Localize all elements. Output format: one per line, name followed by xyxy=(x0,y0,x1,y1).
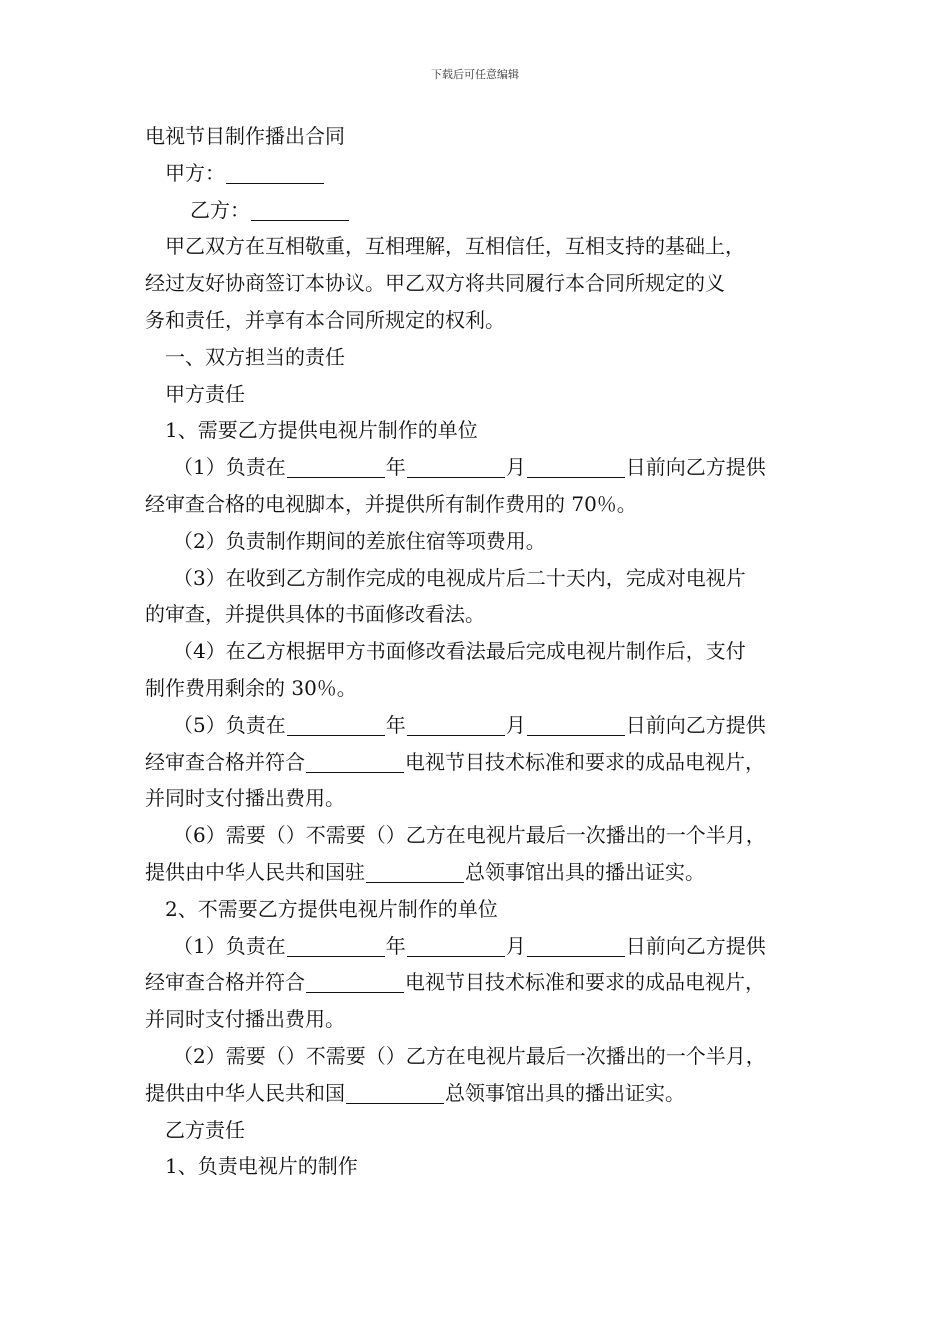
clause-item-cont: 并同时支付播出费用。 xyxy=(145,1007,345,1032)
item-text: 电视节目技术标准和要求的成品电视片， xyxy=(405,749,765,774)
section-heading: 一、双方担当的责任 xyxy=(165,344,345,369)
party-a-label: 甲方： xyxy=(165,160,225,185)
clause-item-cont: 经审查合格的电视脚本，并提供所有制作费用的 70％。 xyxy=(145,491,637,516)
item-text: （1）负责在 xyxy=(173,933,286,958)
clause-item: （2）需要（）不需要（）乙方在电视片最后一次播出的一个半月， xyxy=(173,1043,766,1068)
item-text: 电视节目技术标准和要求的成品电视片， xyxy=(405,970,765,995)
consulate-blank xyxy=(346,1081,444,1104)
clause-item-cont: 的审查，并提供具体的书面修改看法。 xyxy=(145,602,485,627)
contract-body xyxy=(145,118,825,1185)
page-header-note: 下载后可任意编辑 xyxy=(431,68,519,81)
subsection-heading: 甲方责任 xyxy=(165,381,245,406)
clause-item-cont xyxy=(145,964,825,1001)
clause-title: 1、需要乙方提供电视片制作的单位 xyxy=(165,418,478,443)
clause-item: （2）负责制作期间的差旅住宿等项费用。 xyxy=(173,528,546,553)
consulate-blank xyxy=(366,860,464,883)
item-text: 提供由中华人民共和国 xyxy=(145,1080,345,1105)
clause-title: 2、不需要乙方提供电视片制作的单位 xyxy=(165,896,498,921)
year-blank xyxy=(287,455,385,478)
intro-line: 甲乙双方在互相敬重，互相理解，互相信任，互相支持的基础上， xyxy=(165,234,745,259)
clause-item-cont xyxy=(145,744,825,781)
clause-item-cont xyxy=(145,854,825,891)
item-text: （5）负责在 xyxy=(173,712,286,737)
standard-blank xyxy=(306,970,404,993)
clause-item-cont xyxy=(145,1075,825,1112)
month-label: 月 xyxy=(505,933,526,958)
month-blank xyxy=(407,934,505,957)
item-text: 经审查合格并符合 xyxy=(145,749,305,774)
party-b-label: 乙方： xyxy=(190,197,250,222)
clause-item: （3）在收到乙方制作完成的电视成片后二十天内，完成对电视片 xyxy=(173,565,746,590)
clause-item xyxy=(145,707,825,744)
year-label: 年 xyxy=(385,933,406,958)
item-text: 日前向乙方提供 xyxy=(625,455,766,480)
month-blank xyxy=(407,455,505,478)
clause-title: 1、负责电视片的制作 xyxy=(165,1154,358,1179)
standard-blank xyxy=(306,750,404,773)
item-text: （1）负责在 xyxy=(173,455,286,480)
clause-item xyxy=(145,449,825,486)
intro-line: 务和责任，并享有本合同所规定的权利。 xyxy=(145,307,505,332)
month-blank xyxy=(407,713,505,736)
item-text: 总领事馆出具的播出证实。 xyxy=(465,859,705,884)
day-blank xyxy=(527,713,625,736)
party-b-blank xyxy=(251,198,349,221)
party-b-line xyxy=(145,192,825,229)
day-blank xyxy=(527,934,625,957)
item-text: 总领事馆出具的播出证实。 xyxy=(445,1080,685,1105)
month-label: 月 xyxy=(505,712,526,737)
year-blank xyxy=(287,934,385,957)
item-text: 提供由中华人民共和国驻 xyxy=(145,859,365,884)
clause-item: （6）需要（）不需要（）乙方在电视片最后一次播出的一个半月， xyxy=(173,823,766,848)
contract-title: 电视节目制作播出合同 xyxy=(145,124,345,148)
month-label: 月 xyxy=(505,455,526,480)
clause-item-cont: 并同时支付播出费用。 xyxy=(145,786,345,811)
year-blank xyxy=(287,713,385,736)
subsection-heading: 乙方责任 xyxy=(165,1117,245,1142)
clause-item-cont: 制作费用剩余的 30％。 xyxy=(145,675,357,700)
intro-line: 经过友好协商签订本协议。甲乙双方将共同履行本合同所规定的义 xyxy=(145,271,725,296)
day-blank xyxy=(527,455,625,478)
party-a-line xyxy=(145,155,825,192)
item-text: 日前向乙方提供 xyxy=(625,933,766,958)
clause-item xyxy=(145,928,825,965)
year-label: 年 xyxy=(385,712,406,737)
year-label: 年 xyxy=(385,455,406,480)
party-a-blank xyxy=(226,161,324,184)
item-text: 日前向乙方提供 xyxy=(625,712,766,737)
item-text: 经审查合格并符合 xyxy=(145,970,305,995)
clause-item: （4）在乙方根据甲方书面修改看法最后完成电视片制作后，支付 xyxy=(173,639,746,664)
